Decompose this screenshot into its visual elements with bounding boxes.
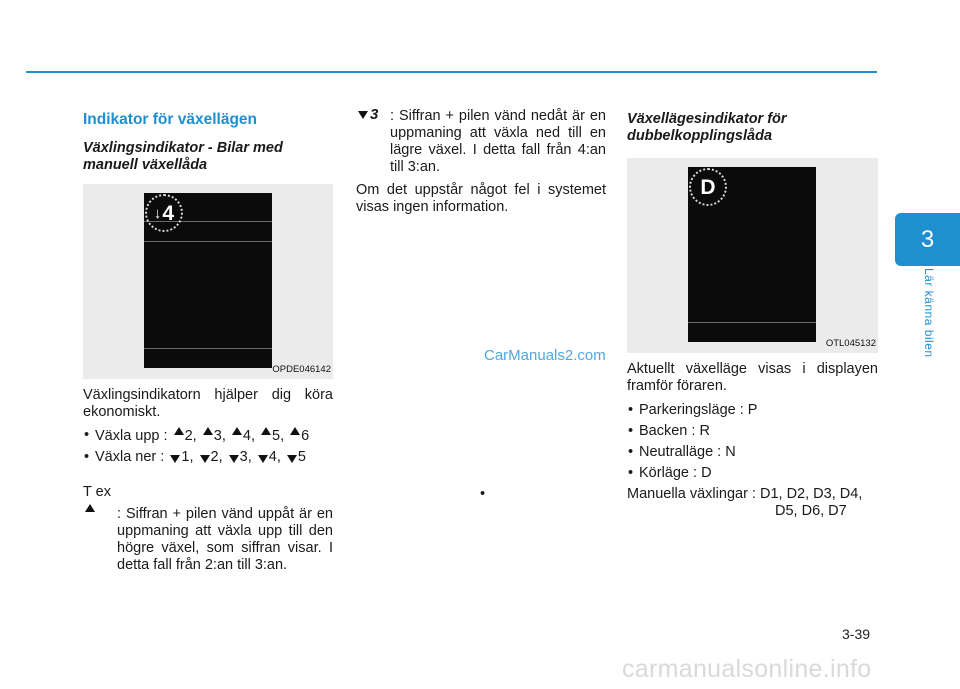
list-item: • Körläge : D [627, 465, 878, 482]
column-1 [83, 108, 333, 580]
cluster-display [688, 167, 816, 342]
up-symbol [83, 504, 96, 512]
chapter-number: 3 [920, 225, 935, 253]
up-arrow-icon [232, 427, 242, 435]
down-arrow-icon [170, 455, 180, 463]
list-item: • Manuella växlingar : D1, D2, D3, D4, D5, D6, D7 [627, 486, 878, 520]
watermark-link[interactable]: CarManuals2.com [484, 347, 606, 364]
down-arrow-icon [258, 455, 268, 463]
chapter-title: Lär känna bilen [922, 268, 936, 358]
definition-shift-down: 3 : Siffran + pilen vänd nedåt är en uppmaning att växla ned till en lägre växel. I detta fall från 4:an till 3:an. [356, 108, 606, 176]
down-arrow-icon [287, 455, 297, 463]
figure-code: OTL045132 [825, 338, 876, 349]
figure-shift-indicator [83, 184, 333, 379]
list-item-shift-up: • Växla upp : 2, 3, 4, 5, 6 [83, 427, 333, 445]
example-label: T ex [83, 484, 111, 500]
sub-heading-manual: Växlingsindikator - Bilar med manuell växellåda [83, 140, 283, 173]
down-arrow-icon: ↓ [153, 204, 162, 222]
section-heading: Indikator för växellägen [83, 111, 257, 128]
up-arrow-icon [85, 504, 95, 512]
gear-badge: D [689, 168, 727, 206]
sub-heading-dct: Växellägesindikator för dubbelkopplingslåda [627, 111, 787, 144]
figure-code: OPDE046142 [272, 364, 331, 375]
cluster-display [144, 193, 272, 368]
up-arrow-icon [290, 427, 300, 435]
down-symbol: 3 [356, 106, 378, 123]
column-2 [356, 108, 606, 222]
top-rule [26, 71, 877, 73]
page-number: 3-39 [842, 626, 871, 642]
up-arrow-icon [261, 427, 271, 435]
column-3 [627, 108, 878, 524]
definition-shift-up: : Siffran + pilen vänd uppåt är en uppmaning att växla upp till den högre växel, som siffran visar. I detta fall från 2:an till 3:an. [83, 506, 333, 574]
list-item: • Neutralläge : N [627, 444, 878, 461]
chapter-tab [895, 213, 960, 266]
list-item: • Parkeringsläge : P [627, 402, 878, 419]
up-arrow-icon [203, 427, 213, 435]
down-arrow-icon [200, 455, 210, 463]
down-arrow-icon [229, 455, 239, 463]
error-text: Om det uppstår något fel i systemet visas ingen information. [356, 182, 606, 215]
list-item: • Backen : R [627, 423, 878, 440]
down-arrow-icon [358, 111, 368, 119]
watermark-site: carmanualsonline.info [622, 655, 872, 683]
intro-text: Aktuellt växelläge visas i displayen framför föraren. [627, 361, 878, 394]
figure-gear-indicator [627, 158, 878, 353]
intro-text: Växlingsindikatorn hjälper dig köra ekonomiskt. [83, 387, 333, 420]
list-item-shift-down: • Växla ner : 1, 2, 3, 4, 5 [83, 449, 333, 466]
gear-badge: ↓ 4 [145, 194, 183, 232]
up-arrow-icon [174, 427, 184, 435]
